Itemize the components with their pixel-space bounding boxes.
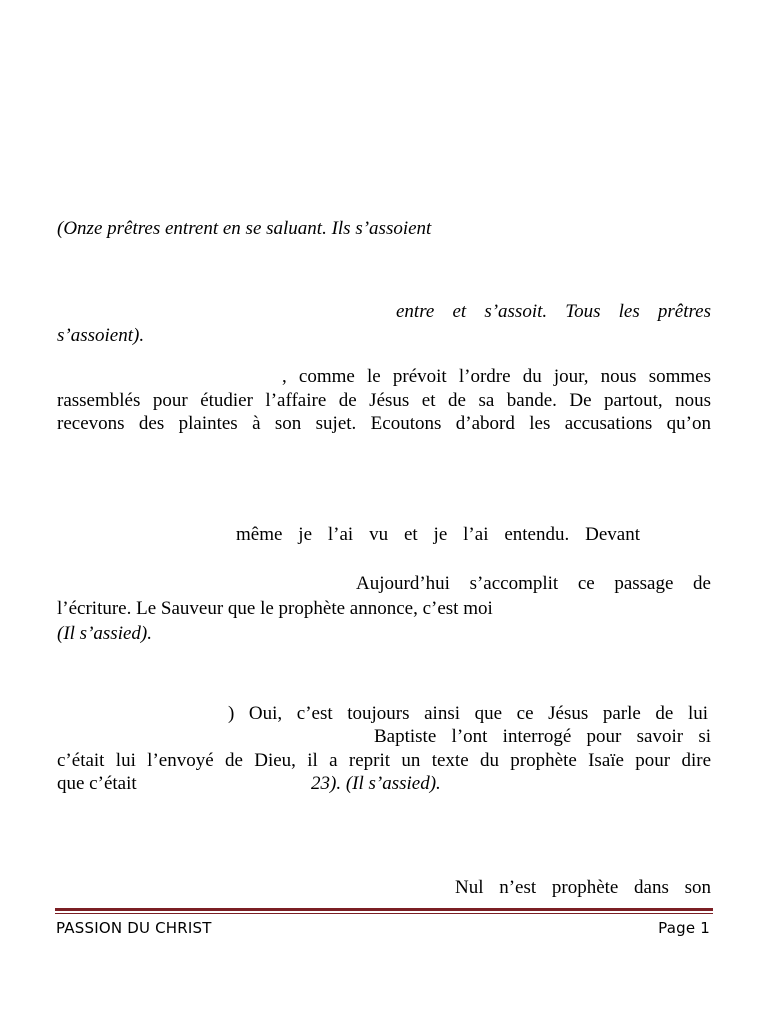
stage-direction-line: (Il s’assied). xyxy=(57,623,152,644)
dialogue-line: ) Oui, c’est toujours ainsi que ce Jésus parle de lui xyxy=(228,703,708,724)
footer-title: PASSION DU CHRIST xyxy=(56,919,212,937)
dialogue-line: l’écriture. Le Sauveur que le prophète annonce, c’est moi xyxy=(57,598,493,619)
dialogue-line: c’était lui l’envoyé de Dieu, il a reprit un texte du prophète Isaïe pour dire xyxy=(57,750,711,771)
dialogue-line: même je l’ai vu et je l’ai entendu. Devant xyxy=(236,524,640,545)
stage-direction-line: 23). (Il s’assied). xyxy=(311,773,441,794)
stage-direction-line: (Onze prêtres entrent en se saluant. Ils s’assoient xyxy=(57,218,432,239)
footer-rule xyxy=(55,908,713,911)
stage-direction-line: s’assoient). xyxy=(57,325,145,346)
dialogue-line: Aujourd’hui s’accomplit ce passage de xyxy=(356,573,711,594)
stage-direction-line: entre et s’assoit. Tous les prêtres xyxy=(396,301,711,322)
dialogue-line: Baptiste l’ont interrogé pour savoir si xyxy=(374,726,711,747)
dialogue-line: Nul n’est prophète dans son xyxy=(455,877,711,898)
footer-page-number: Page 1 xyxy=(658,919,710,937)
dialogue-line: recevons des plaintes à son sujet. Ecoutons d’abord les accusations qu’on xyxy=(57,413,711,434)
dialogue-line: , comme le prévoit l’ordre du jour, nous sommes xyxy=(282,366,711,387)
footer-rule xyxy=(55,913,713,914)
dialogue-line: rassemblés pour étudier l’affaire de Jésus et de sa bande. De partout, nous xyxy=(57,390,711,411)
dialogue-line: que c’était xyxy=(57,773,137,794)
